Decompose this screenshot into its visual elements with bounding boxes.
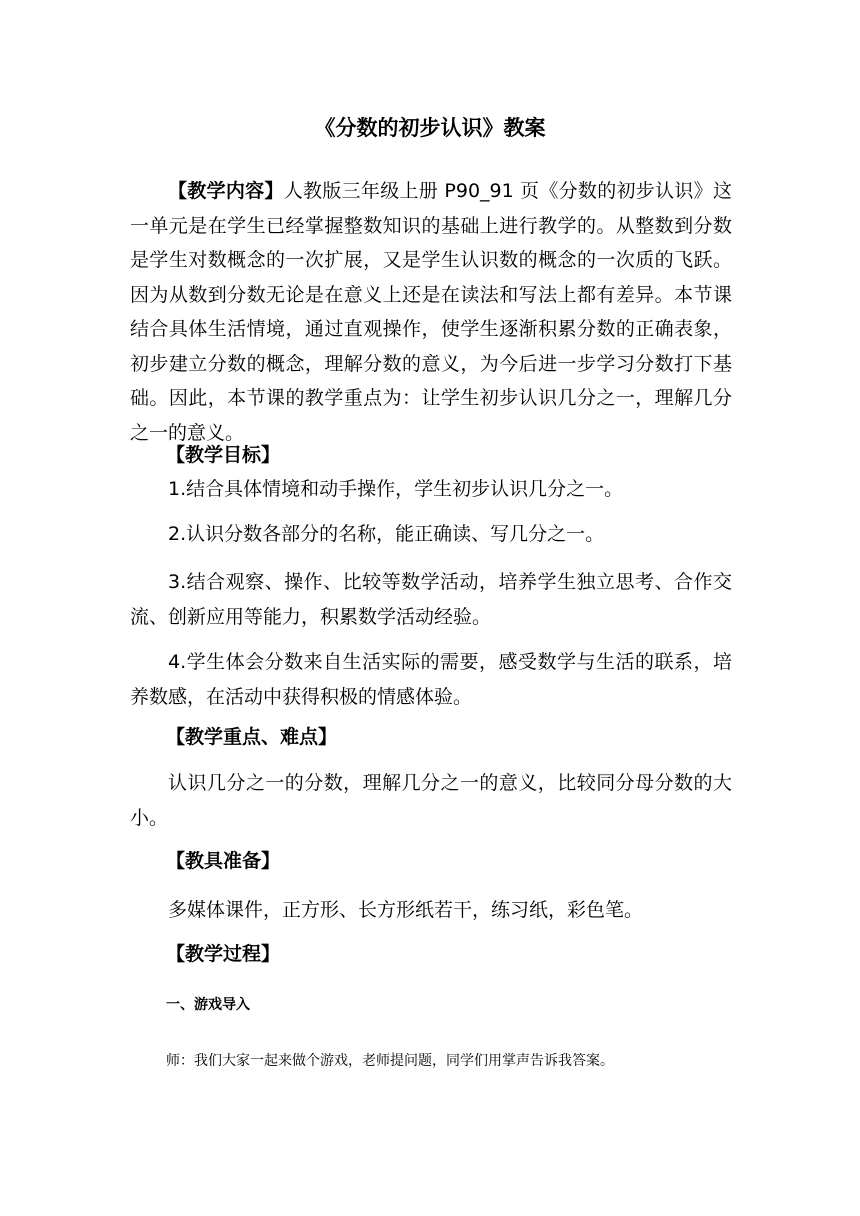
step1-text: 师：我们大家一起来做个游戏，老师提问题，同学们用掌声告诉我答案。 [166,1053,614,1069]
materials-heading: 【教具准备】 [166,850,281,872]
key-points-text: 认识几分之一的分数，理解几分之一的意义，比较同分母分数的大小。 [130,772,732,829]
objective-item-4: 4.学生体会分数来自生活实际的需要，感受数学与生活的联系，培养数感，在活动中获得积极的情感体验。 [130,651,732,708]
objective-item-1: 1.结合具体情境和动手操作，学生初步认识几分之一。 [168,478,624,500]
objectives-heading: 【教学目标】 [166,444,281,466]
content-heading: 【教学内容】 [168,180,284,202]
key-points-heading: 【教学重点、难点】 [166,726,338,748]
objective-item-3: 3.结合观察、操作、比较等数学活动，培养学生独立思考、合作交流、创新应用等能力，积累数学活动经验。 [130,571,732,628]
step1-heading: 一、游戏导入 [166,997,250,1013]
objective-item-2: 2.认识分数各部分的名称，能正确读、写几分之一。 [168,523,605,545]
content-paragraph [130,174,732,450]
materials-text: 多媒体课件，正方形、长方形纸若干，练习纸，彩色笔。 [168,899,644,921]
content-text: 人教版三年级上册 P90_91 页《分数的初步认识》这一单元是在学生已经掌握整数知识的基础上进行教学的。从整数到分数是学生对数概念的一次扩展，又是学生认识数的概念的一次质的飞跃。因为从数到分数无论是在意义上还是在读法和写法上都有差异。本节课结合具体生活情境，通过直观操作，使学生逐渐积累分数的正确表象，初步建立分数的概念，理解分数的意义，为今后进一步学习分数打下基础。因此，本节课的教学重点为：让学生初步认识几分之一，理解几分之一的意义。 [130,180,732,444]
process-heading: 【教学过程】 [166,943,281,965]
document-title: 《分数的初步认识》教案 [314,116,546,140]
